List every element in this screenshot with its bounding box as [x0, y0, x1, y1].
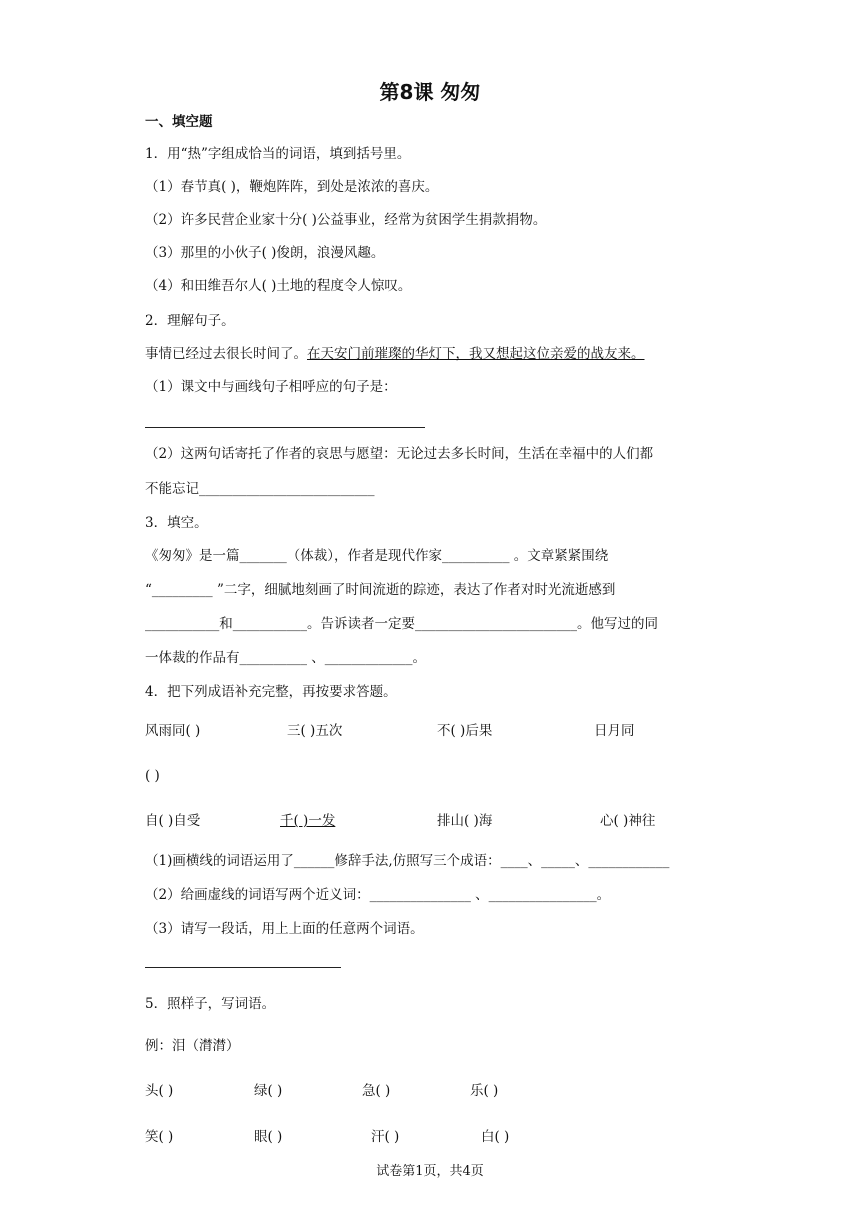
question-4-sub1: （1)画横线的词语运用了______修辞手法,仿照写三个成语：____、_____、____________ — [145, 853, 670, 869]
answer-line — [145, 427, 425, 428]
question-2-sentence — [145, 345, 645, 363]
question-3-line: 一体裁的作品有__________ 、_____________。 — [145, 650, 427, 666]
question-5-stem: 5．照样子，写词语。 — [145, 996, 276, 1012]
question-2-stem: 2．理解句子。 — [145, 313, 235, 329]
idiom-item-underlined: 千( )一发 — [280, 813, 336, 829]
question-2-sub2: （2）这两句话寄托了作者的哀思与愿望：无论过去多长时间，生活在幸福中的人们都 — [145, 446, 654, 462]
word-item: 头( ) — [145, 1083, 174, 1099]
idiom-item: 风雨同( ) — [145, 723, 201, 739]
idiom-item: 心( )神往 — [600, 813, 656, 829]
sentence-underlined: 在天安门前璀璨的华灯下，我又想起这位亲爱的战友来。 — [307, 346, 645, 362]
idiom-item: 三( )五次 — [287, 723, 343, 739]
idiom-item: 不( )后果 — [437, 723, 493, 739]
page-title: 第8课 匆匆 — [379, 80, 481, 104]
word-item: 笑( ) — [145, 1129, 174, 1145]
word-item: 眼( ) — [254, 1129, 283, 1145]
section-heading: 一、填空题 — [145, 114, 213, 130]
question-4-sub3: （3）请写一段话，用上上面的任意两个词语。 — [145, 921, 424, 937]
idiom-item: 日月同 — [594, 723, 635, 739]
question-4-stem: 4．把下列成语补充完整，再按要求答题。 — [145, 684, 397, 700]
question-1-stem: 1．用“热”字组成恰当的词语，填到括号里。 — [145, 146, 411, 162]
question-3-stem: 3．填空。 — [145, 515, 208, 531]
question-1-item: （1）春节真( )，鞭炮阵阵，到处是浓浓的喜庆。 — [145, 179, 439, 195]
word-item: 乐( ) — [470, 1083, 499, 1099]
page-footer: 试卷第1页，共4页 — [376, 1164, 484, 1179]
word-item: 汗( ) — [371, 1129, 400, 1145]
question-3-line: “_________ ”二字，细腻地刻画了时间流逝的踪迹，表达了作者对时光流逝感到 — [145, 582, 616, 598]
question-5-example: 例：泪（潸潸） — [145, 1038, 240, 1054]
sentence-plain: 事情已经过去很长时间了。 — [145, 346, 307, 362]
question-4-sub2: （2）给画虚线的词语写两个近义词：_______________ 、________________。 — [145, 887, 611, 903]
question-2-sub2-cont: 不能忘记__________________________ — [145, 481, 375, 497]
idiom-item: 自( )自受 — [145, 813, 201, 829]
question-1-item: （4）和田维吾尔人( )土地的程度令人惊叹。 — [145, 278, 412, 294]
idiom-item-wrap: ( ) — [145, 768, 160, 784]
question-3-line: 《匆匆》是一篇_______（体裁），作者是现代作家__________ 。文章紧紧围绕 — [145, 548, 609, 564]
word-item: 绿( ) — [254, 1083, 283, 1099]
question-1-item: （2）许多民营企业家十分( )公益事业，经常为贫困学生捐款捐物。 — [145, 212, 547, 228]
idiom-item: 排山( )海 — [437, 813, 493, 829]
word-item: 急( ) — [362, 1083, 391, 1099]
question-3-line: ___________和___________。告诉读者一定要________________________。他写过的同 — [145, 616, 658, 632]
word-item: 白( ) — [481, 1129, 510, 1145]
question-1-item: （3）那里的小伙子( )俊朗，浪漫风趣。 — [145, 245, 385, 261]
question-2-sub1: （1）课文中与画线句子相呼应的句子是： — [145, 379, 397, 395]
answer-line — [145, 967, 341, 968]
